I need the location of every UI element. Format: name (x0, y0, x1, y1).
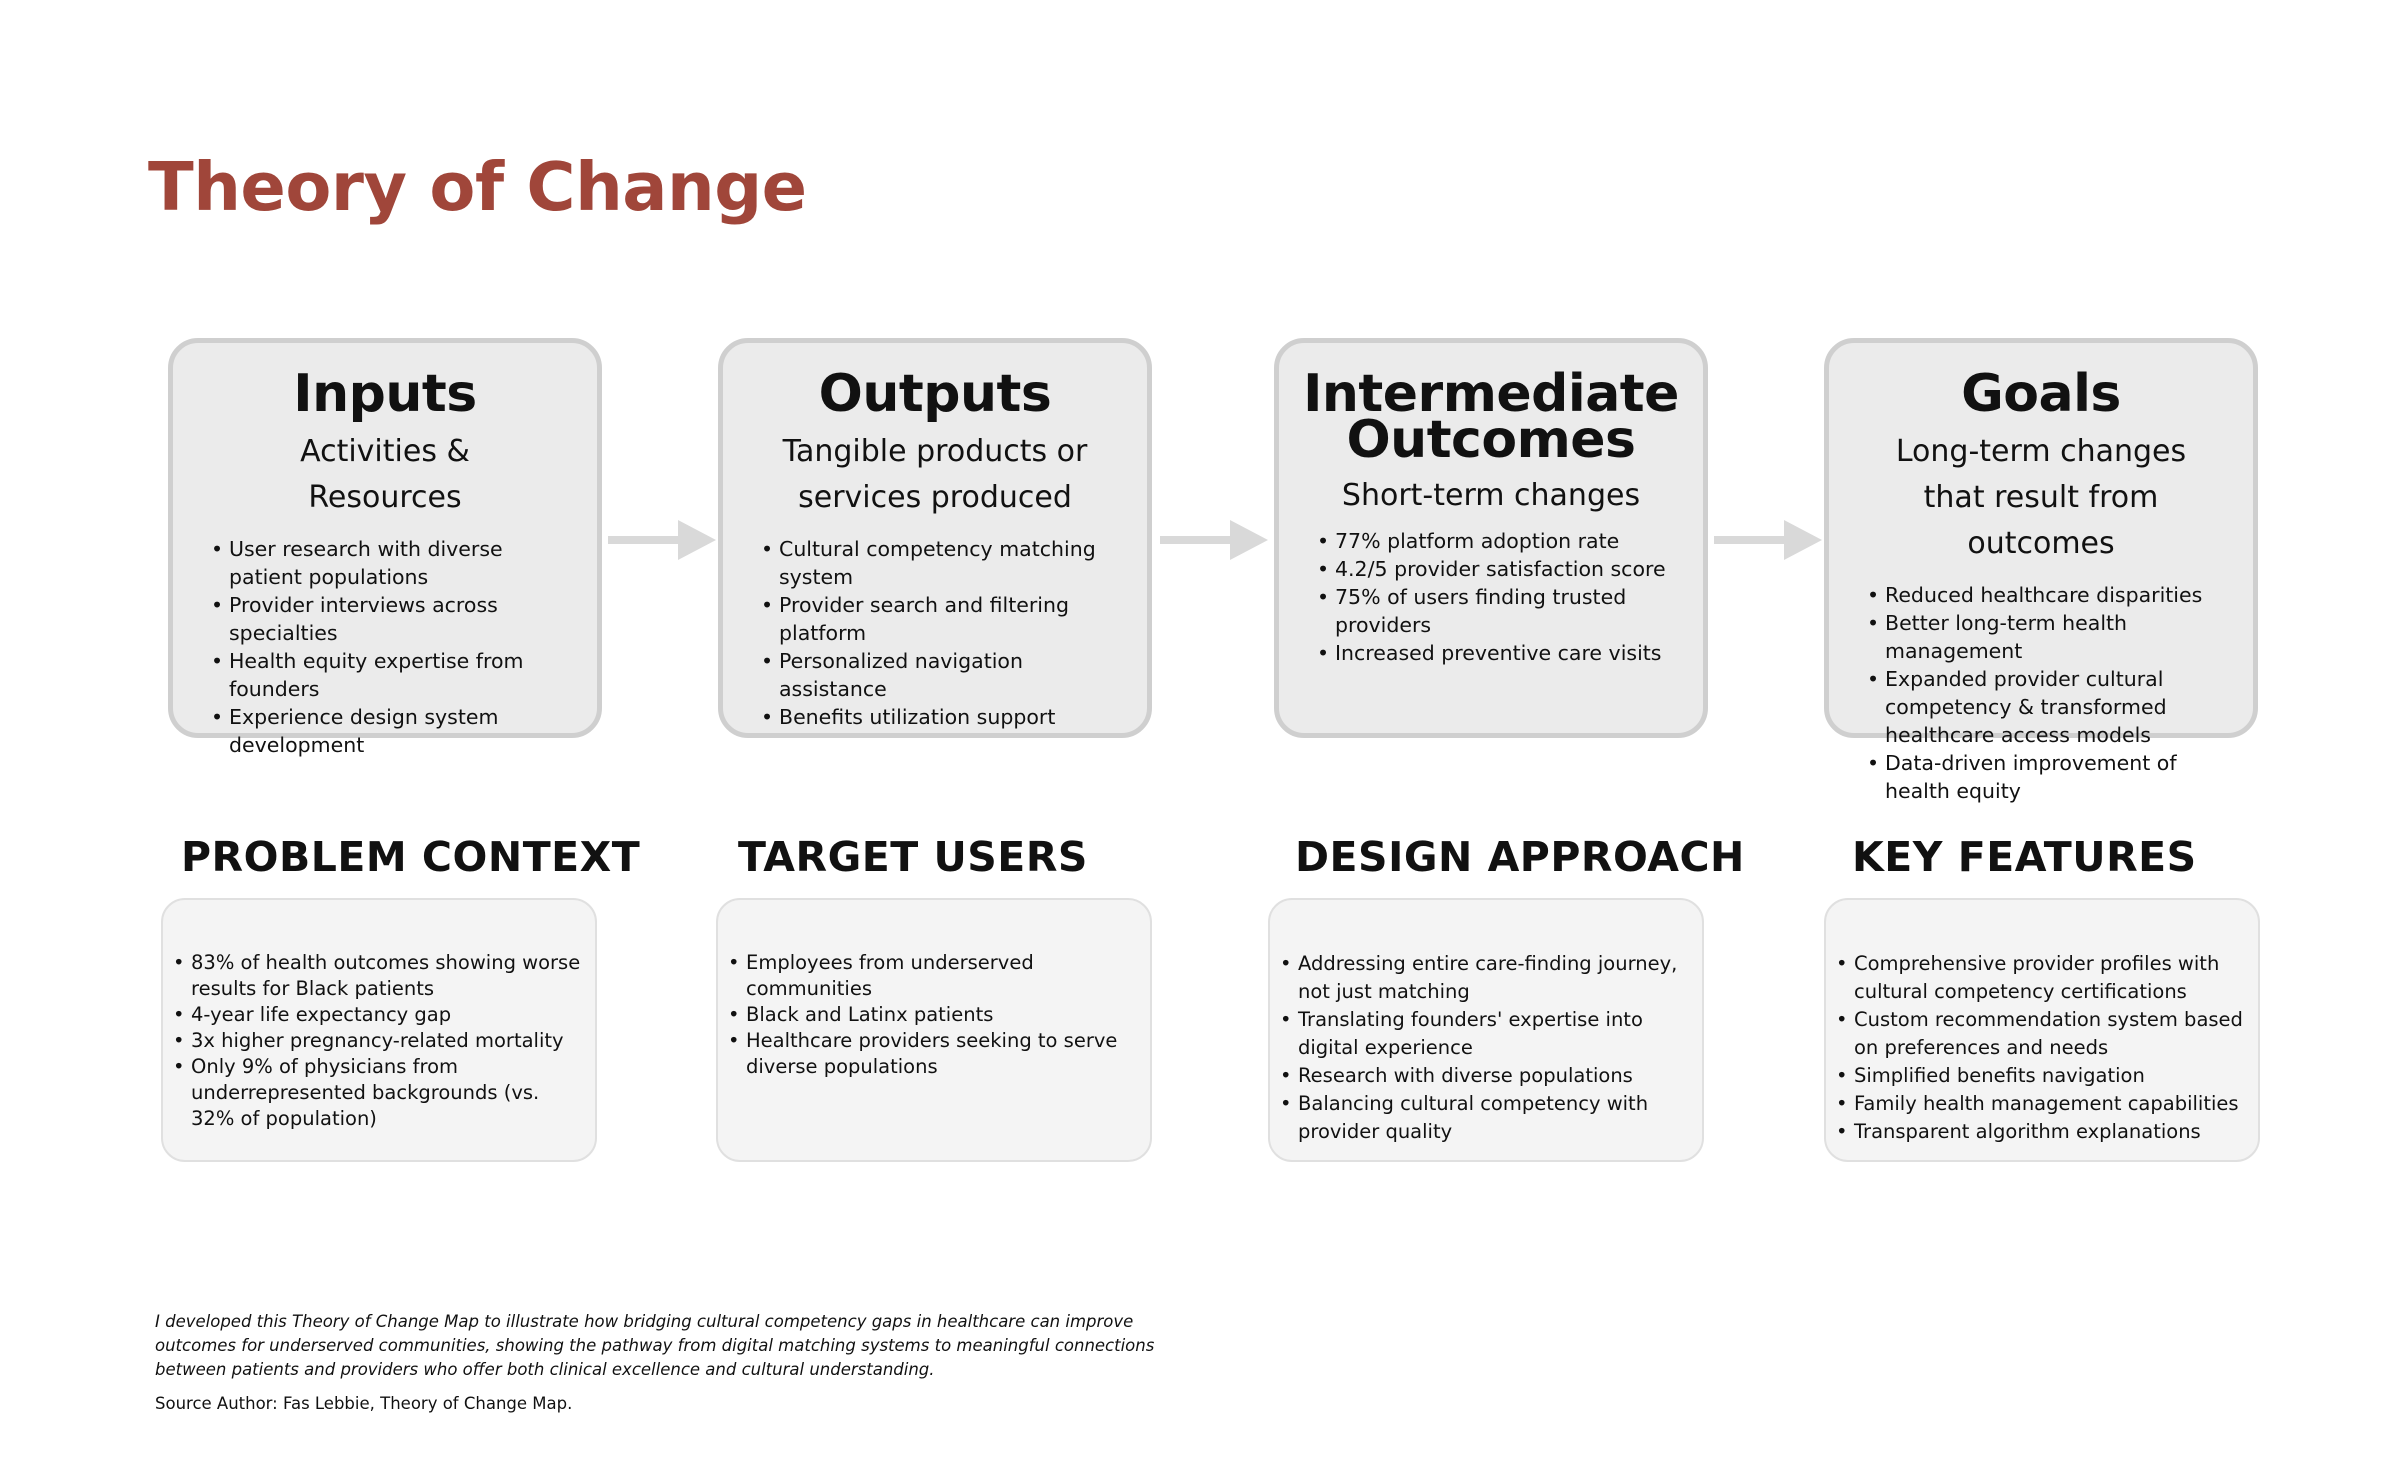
list-item: • Data-driven improvement of health equity (1867, 749, 2235, 805)
section-card-target-users (716, 898, 1152, 1162)
list-item: • 75% of users finding trusted providers (1317, 583, 1685, 639)
stage-subtitle: Short-term changes (1341, 478, 1641, 513)
section-card-key-features (1824, 898, 2260, 1162)
stage-subtitle: Long-term changes that result from outcomes (1895, 434, 2187, 561)
list-item: • Custom recommendation system based on preferences and needs (1836, 1006, 2244, 1062)
list-item: • User research with diverse patient populations (211, 535, 579, 591)
list-item: • Transparent algorithm explanations (1836, 1118, 2244, 1146)
section-list (1280, 950, 1688, 1146)
stage-subtitle: Tangible products or services produced (782, 434, 1088, 515)
list-item: • Increased preventive care visits (1317, 639, 1685, 667)
list-item: • Employees from underserved communities (728, 950, 1136, 1002)
list-item: • Provider search and filtering platform (761, 591, 1129, 647)
stage-list (191, 535, 579, 759)
list-item: • Comprehensive provider profiles with cultural competency certifications (1836, 950, 2244, 1006)
list-item: • Black and Latinx patients (728, 1002, 1136, 1028)
source-credit: Source Author: Fas Lebbie, Theory of Change Map. (155, 1394, 573, 1413)
stage-title: Inputs (293, 364, 477, 424)
stage-list (1297, 527, 1685, 667)
list-item: • Personalized navigation assistance (761, 647, 1129, 703)
list-item: • Family health management capabilities (1836, 1090, 2244, 1118)
section-list (173, 950, 581, 1132)
section-heading-design-approach: DESIGN APPROACH (1295, 833, 1745, 881)
stage-title: Goals (1961, 364, 2121, 424)
section-heading-problem-context: PROBLEM CONTEXT (181, 833, 641, 881)
list-item: • 3x higher pregnancy-related mortality (173, 1028, 581, 1054)
stage-list (1847, 581, 2235, 805)
stage-box-outputs (718, 338, 1152, 738)
list-item: • Cultural competency matching system (761, 535, 1129, 591)
list-item: • Health equity expertise from founders (211, 647, 579, 703)
stage-box-intermediate-outcomes (1274, 338, 1708, 738)
stage-title: Intermediate Outcomes (1303, 364, 1679, 470)
list-item: • Research with diverse populations (1280, 1062, 1688, 1090)
arrow-right-icon (1714, 518, 1824, 562)
stage-box-inputs (168, 338, 602, 757)
stage-title: Outputs (818, 364, 1052, 424)
list-item: • Balancing cultural competency with provider quality (1280, 1090, 1688, 1146)
list-item: • Reduced healthcare disparities (1867, 581, 2235, 609)
list-item: • Healthcare providers seeking to serve diverse populations (728, 1028, 1136, 1080)
list-item: • Addressing entire care-finding journey, not just matching (1280, 950, 1688, 1006)
stage-box-goals (1824, 338, 2258, 803)
list-item: • 4-year life expectancy gap (173, 1002, 581, 1028)
list-item: • 4.2/5 provider satisfaction score (1317, 555, 1685, 583)
arrow-right-icon (608, 518, 718, 562)
list-item: • Simplified benefits navigation (1836, 1062, 2244, 1090)
section-list (728, 950, 1136, 1080)
list-item: • 83% of health outcomes showing worse results for Black patients (173, 950, 581, 1002)
footnote: I developed this Theory of Change Map to illustrate how bridging cultural competency gaps in healthcare can improve outcomes for underserved communities, showing the pathway from digital matching systems to meaningful connections between patients and providers who offer both clinical excellence and cultural understanding. (155, 1312, 1155, 1379)
section-heading-key-features: KEY FEATURES (1852, 833, 2197, 881)
list-item: • 77% platform adoption rate (1317, 527, 1685, 555)
list-item: • Translating founders' expertise into digital experience (1280, 1006, 1688, 1062)
list-item: • Only 9% of physicians from underrepresented backgrounds (vs. 32% of population) (173, 1054, 581, 1132)
section-card-problem-context (161, 898, 597, 1162)
stage-list (741, 535, 1129, 731)
section-card-design-approach (1268, 898, 1704, 1162)
page-title: Theory of Change (148, 148, 807, 226)
list-item: • Benefits utilization support (761, 703, 1129, 731)
stage-subtitle: Activities & Resources (300, 434, 470, 515)
list-item: • Expanded provider cultural competency & transformed healthcare access models (1867, 665, 2235, 749)
section-heading-target-users: TARGET USERS (738, 833, 1088, 881)
arrow-right-icon (1160, 518, 1270, 562)
list-item: • Experience design system development (211, 703, 579, 759)
section-list (1836, 950, 2244, 1146)
list-item: • Better long-term health management (1867, 609, 2235, 665)
list-item: • Provider interviews across specialties (211, 591, 579, 647)
